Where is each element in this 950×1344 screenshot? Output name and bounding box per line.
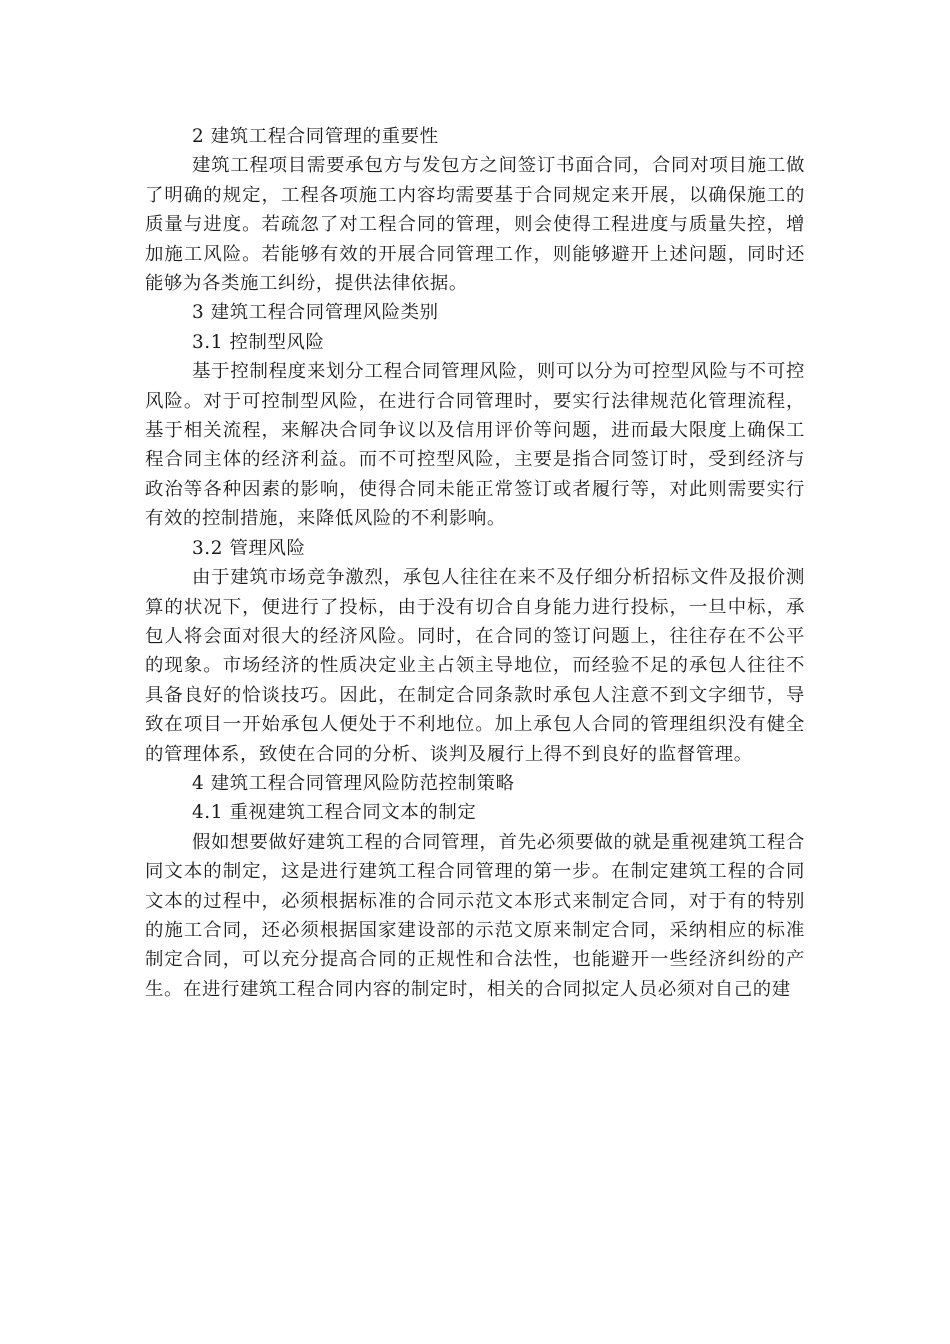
subsection-heading-4-1: 4.1 重视建筑工程合同文本的制定	[192, 802, 477, 824]
subsection-heading-3-2: 3.2 管理风险	[192, 537, 306, 559]
section-heading-4: 4 建筑工程合同管理风险防范控制策略	[192, 772, 515, 794]
section-heading-2: 2 建筑工程合同管理的重要性	[192, 126, 439, 147]
paragraph-contract-text: 假如想要做好建筑工程的合同管理，首先必须要做的就是重视建筑工程合同文本的制定，这是进行建筑工程合同管理的第一步。在制定建筑工程的合同文本的过程中，必须根据标准的合同示范文本形式来制定合同，对于有的特别的施工合同，还必须根据国家建设部的示范文原来制定合同，采纳相应的标准制定合同，可以充分提高合同的正规性和合法性，也能避开一些经济纠纷的产生。在进行建筑工程合同内容的制定时，相关的合同拟定人员必须对自己的建	[145, 831, 805, 1000]
document-body	[145, 122, 805, 1004]
paragraph-management-risk: 由于建筑市场竞争激烈，承包人往往在来不及仔细分析招标文件及报价测算的状况下，便进行了投标，由于没有切合自身能力进行投标，一旦中标，承包人将会面对很大的经济风险。同时，在合同的签订问题上，往往存在不公平的现象。市场经济的性质决定业主占领主导地位，而经验不足的承包人往往不具备良好的恰谈技巧。因此，在制定合同条款时承包人注意不到文字细节，导致在项目一开始承包人便处于不利地位。加上承包人合同的管理组织没有健全的管理体系，致使在合同的分析、谈判及履行上得不到良好的监督管理。	[145, 567, 805, 765]
section-heading-3: 3 建筑工程合同管理风险类别	[192, 302, 439, 324]
paragraph-control-risk: 基于控制程度来划分工程合同管理风险，则可以分为可控型风险与不可控风险。对于可控制型风险，在进行合同管理时，要实行法律规范化管理流程，基于相关流程，来解决合同争议以及信用评价等问题，进而最大限度上确保工程合同主体的经济利益。而不可控型风险，主要是指合同签订时，受到经济与政治等各种因素的影响，使得合同未能正常签订或者履行等，对此则需要实行有效的控制措施，来降低风险的不利影响。	[145, 361, 805, 530]
paragraph-contract-importance: 建筑工程项目需要承包方与发包方之间签订书面合同，合同对项目施工做了明确的规定，工程各项施工内容均需要基于合同规定来开展，以确保施工的质量与进度。若疏忽了对工程合同的管理，则会使得工程进度与质量失控，增加施工风险。若能够有效的开展合同管理工作，则能够避开上述问题，同时还能够为各类施工纠纷，提供法律依据。	[145, 155, 805, 295]
subsection-heading-3-1: 3.1 控制型风险	[192, 331, 325, 353]
